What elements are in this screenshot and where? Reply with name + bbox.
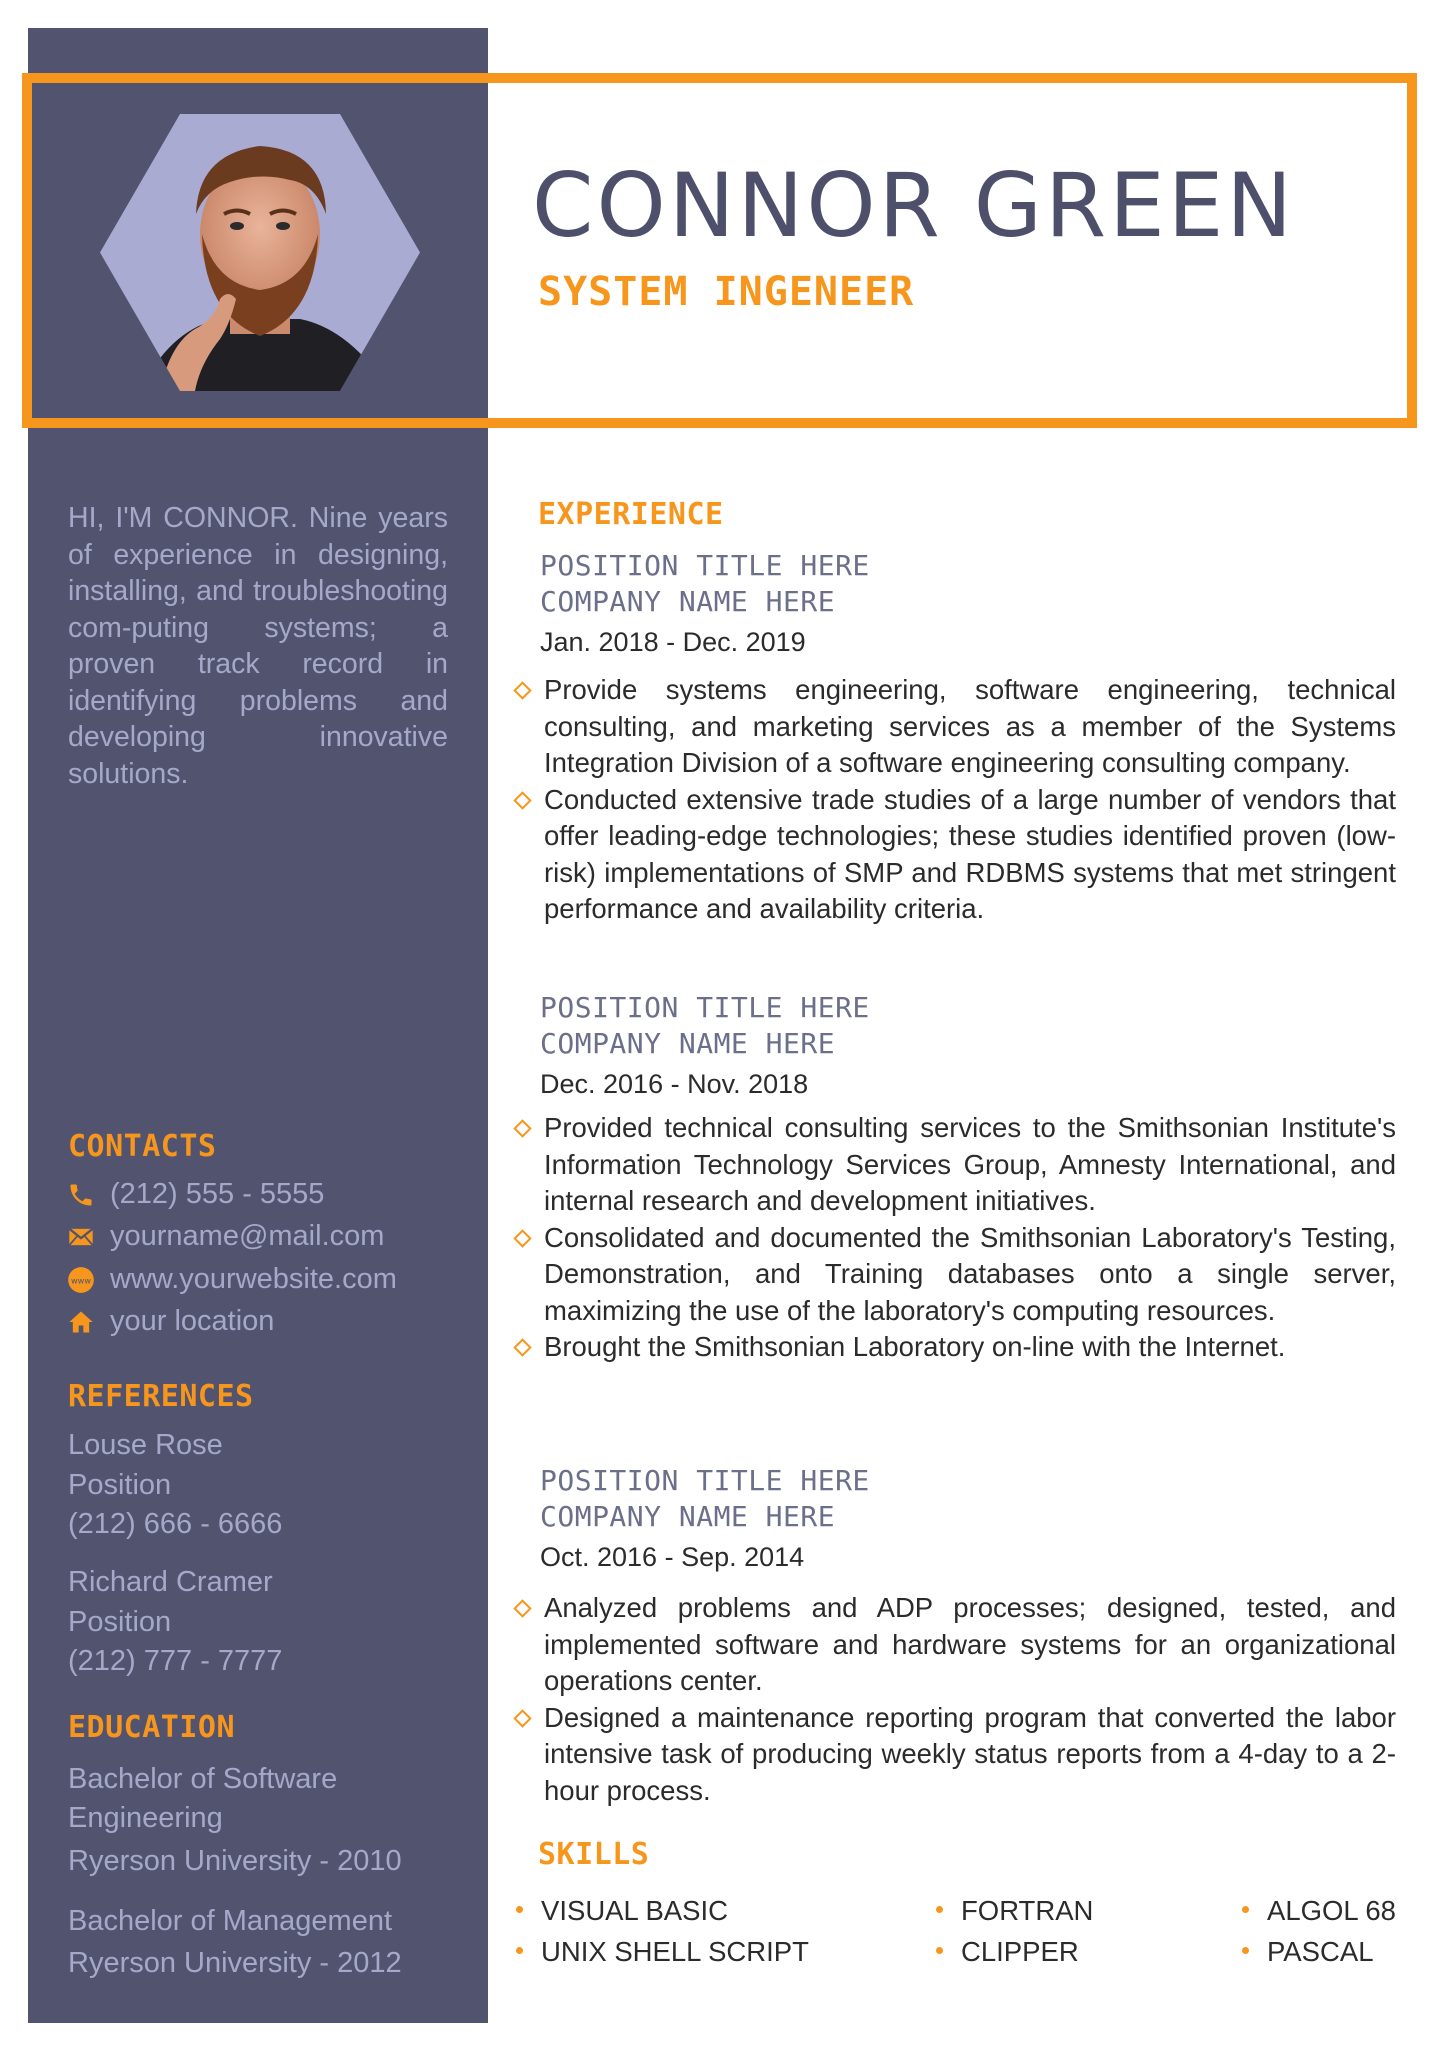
job-1-bullets — [516, 672, 1396, 928]
reference-name: Louse Rose — [68, 1429, 223, 1461]
skills-heading: SKILLS — [538, 1837, 650, 1872]
position-title: POSITION TITLE HERE — [540, 1464, 870, 1497]
references-heading: REFERENCES — [68, 1379, 254, 1414]
reference-phone: (212) 666 - 6666 — [68, 1508, 283, 1540]
job-2-bullets — [516, 1110, 1396, 1366]
diamond-bullet-icon — [513, 1599, 531, 1617]
contact-location — [66, 1305, 274, 1338]
reference-phone: (212) 777 - 7777 — [68, 1645, 283, 1677]
job-title: SYSTEM INGENEER — [538, 269, 915, 315]
degree-cont: Engineering — [68, 1802, 223, 1834]
list-item: Provided technical consulting services to the Smithsonian Institute's Information Technology Services Group, Amnesty International, and internal research and development initiatives. — [516, 1110, 1396, 1220]
reference-2 — [68, 1563, 282, 1682]
education-2 — [68, 1900, 402, 1984]
location-text: your location — [110, 1305, 275, 1337]
education-heading: EDUCATION — [68, 1710, 236, 1745]
job-dates: Oct. 2016 - Sep. 2014 — [540, 1542, 805, 1572]
company-name: COMPANY NAME HERE — [540, 585, 836, 618]
globe-icon — [66, 1265, 96, 1295]
skill-item: ALGOL 68 — [1242, 1893, 1396, 1929]
reference-position: Position — [68, 1468, 172, 1501]
email-text[interactable]: yourname@mail.com — [110, 1220, 385, 1252]
job-3-bullets — [516, 1590, 1396, 1809]
school: Ryerson University - 2012 — [68, 1947, 402, 1979]
diamond-bullet-icon — [513, 1709, 531, 1727]
list-item: Brought the Smithsonian Laboratory on-line with the Internet. — [516, 1329, 1396, 1366]
reference-position: Position — [68, 1605, 172, 1638]
dot-bullet-icon — [516, 1906, 523, 1913]
reference-1 — [68, 1426, 282, 1545]
dot-bullet-icon — [1242, 1906, 1249, 1913]
diamond-bullet-icon — [513, 1338, 531, 1356]
website-text[interactable]: www.yourwebsite.com — [110, 1263, 397, 1295]
degree: Bachelor of Software — [68, 1763, 338, 1795]
home-icon — [66, 1307, 96, 1337]
diamond-bullet-icon — [513, 681, 531, 699]
list-item: Conducted extensive trade studies of a large number of vendors that offer leading-edge technologies; these studies identified proven (low-risk) implementations of SMP and RDBMS systems that met stringent performance and availability criteria. — [516, 782, 1396, 928]
dot-bullet-icon — [516, 1947, 523, 1954]
list-item: Provide systems engineering, software engineering, technical consulting, and marketing services as a member of the Systems Integration Division of a software engineering consulting company. — [516, 672, 1396, 782]
company-name: COMPANY NAME HERE — [540, 1027, 836, 1060]
contact-phone — [66, 1178, 324, 1211]
job-dates: Dec. 2016 - Nov. 2018 — [540, 1069, 809, 1099]
degree: Bachelor of Management — [68, 1905, 393, 1937]
diamond-bullet-icon — [513, 791, 531, 809]
profile-photo — [100, 114, 420, 391]
dot-bullet-icon — [936, 1947, 943, 1954]
skill-item: VISUAL BASIC — [516, 1893, 728, 1929]
skill-item: CLIPPER — [936, 1934, 1079, 1970]
list-item: Consolidated and documented the Smithsonian Laboratory's Testing, Demonstration, and Training databases onto a single server, maximizing the use of the laboratory's computing resources. — [516, 1220, 1396, 1330]
mail-icon — [66, 1222, 96, 1252]
school: Ryerson University - 2010 — [68, 1845, 402, 1877]
company-name: COMPANY NAME HERE — [540, 1500, 836, 1533]
dot-bullet-icon — [936, 1906, 943, 1913]
experience-heading: EXPERIENCE — [538, 497, 724, 532]
position-title: POSITION TITLE HERE — [540, 991, 870, 1024]
contacts-heading: CONTACTS — [68, 1129, 217, 1164]
position-title: POSITION TITLE HERE — [540, 549, 870, 582]
job-3 — [540, 1463, 1395, 1575]
dot-bullet-icon — [1242, 1947, 1249, 1954]
contact-email[interactable] — [66, 1220, 384, 1253]
skill-item: FORTRAN — [936, 1893, 1093, 1929]
list-item: Designed a maintenance reporting program that converted the labor intensive task of producing weekly status reports from a 4-day to a 2-hour process. — [516, 1700, 1396, 1810]
list-item: Analyzed problems and ADP processes; designed, tested, and implemented software and hardware systems for an organizational operations center. — [516, 1590, 1396, 1700]
education-1 — [68, 1760, 402, 1881]
candidate-name: CONNOR GREEN — [532, 154, 1296, 257]
reference-name: Richard Cramer — [68, 1566, 273, 1598]
job-1 — [540, 548, 1395, 660]
skill-item: PASCAL — [1242, 1934, 1373, 1970]
phone-icon — [66, 1180, 96, 1210]
contact-website[interactable] — [66, 1263, 397, 1296]
job-2 — [540, 990, 1395, 1102]
skill-item: UNIX SHELL SCRIPT — [516, 1934, 809, 1970]
diamond-bullet-icon — [513, 1119, 531, 1137]
diamond-bullet-icon — [513, 1229, 531, 1247]
intro-text: HI, I'M CONNOR. Nine years of experience in designing, installing, and troubleshooting com-puting systems; a proven track record in identifying problems and developing innovative solutions. — [68, 502, 448, 790]
phone-text: (212) 555 - 5555 — [110, 1178, 325, 1210]
job-dates: Jan. 2018 - Dec. 2019 — [540, 627, 806, 657]
svg-text:www: www — [70, 1275, 92, 1285]
